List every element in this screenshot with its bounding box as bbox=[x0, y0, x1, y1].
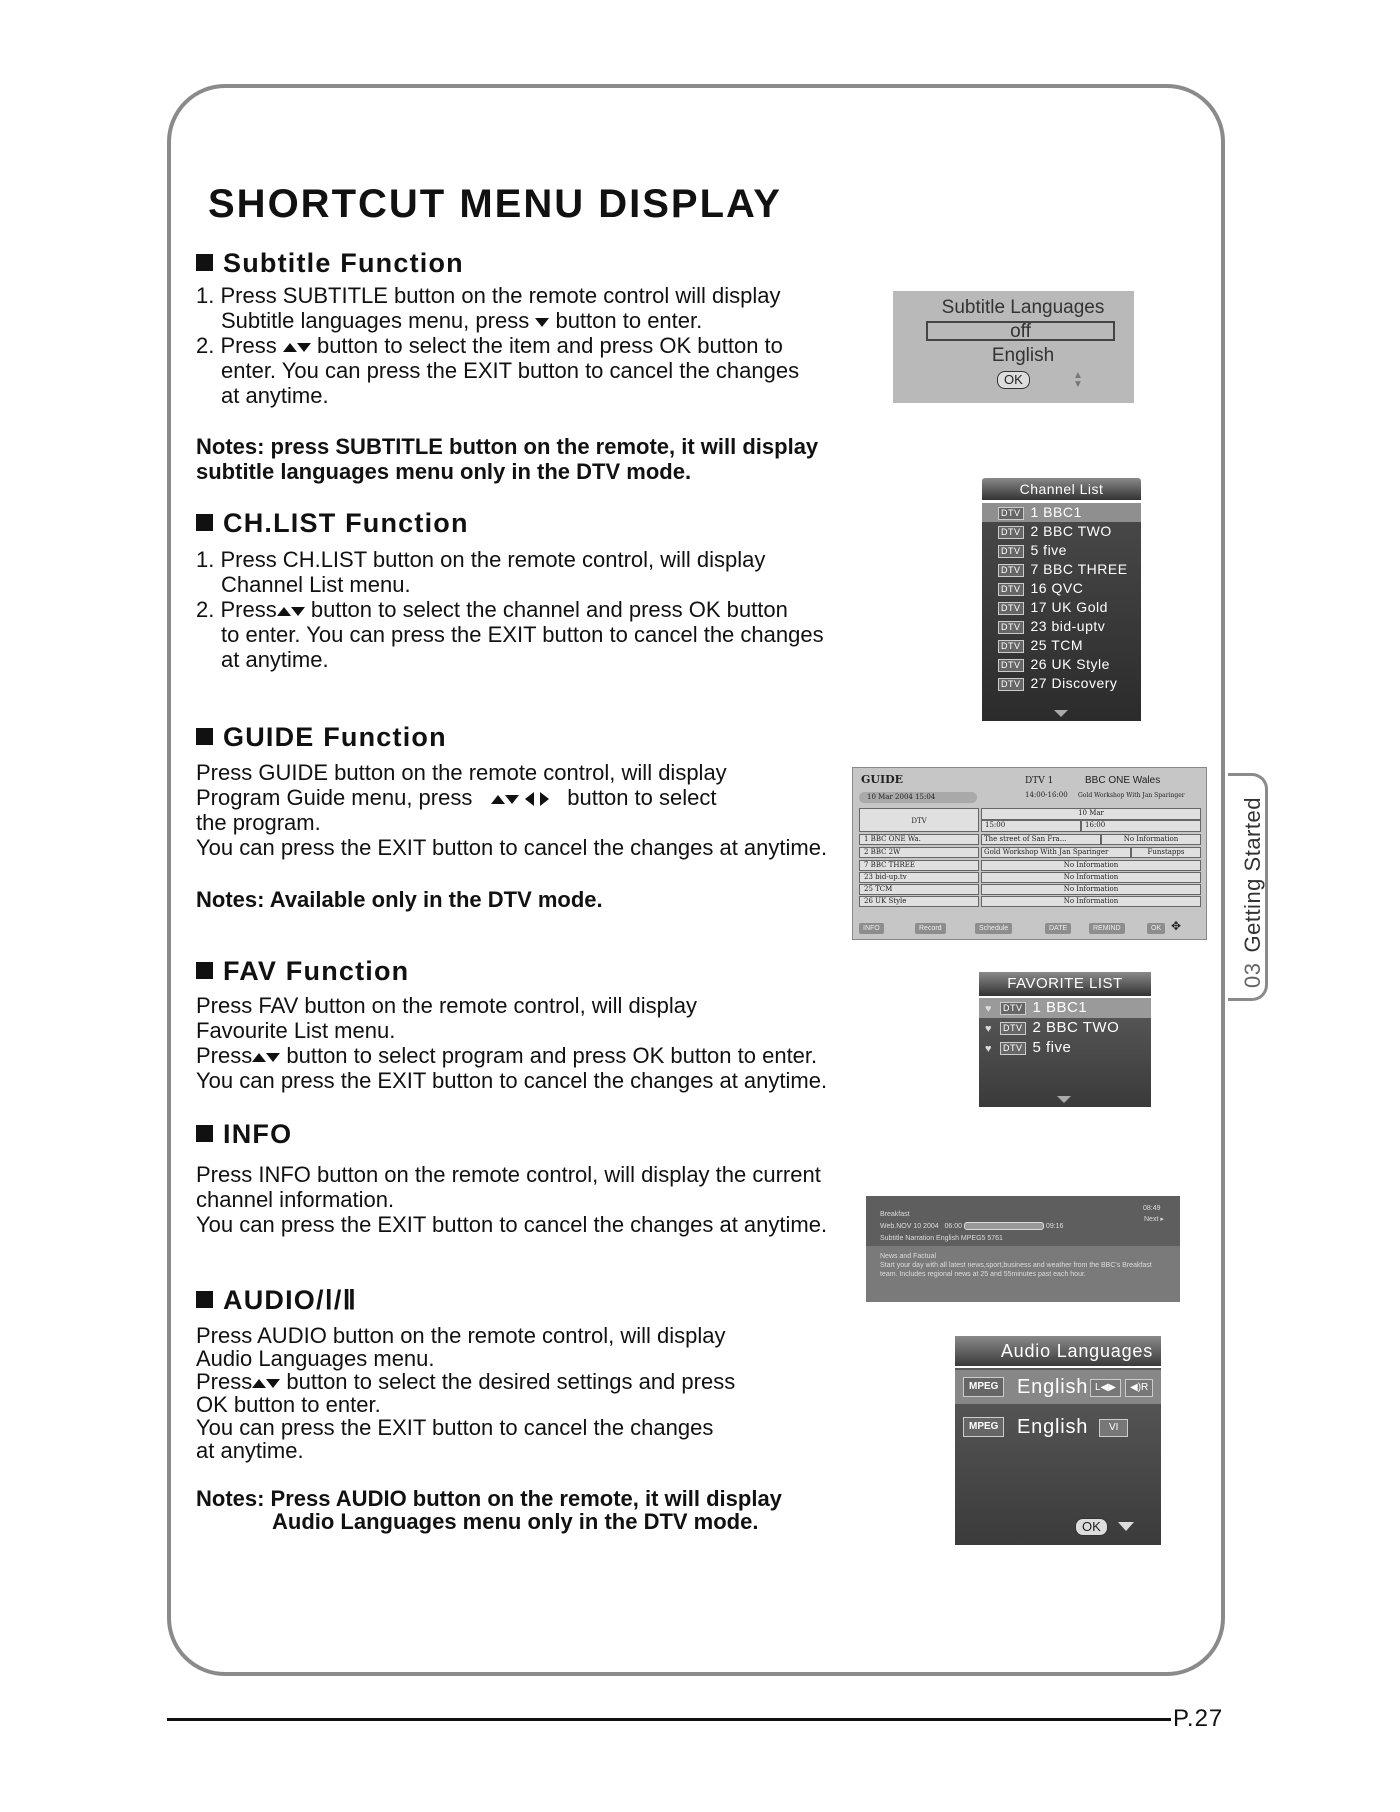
guide-time-range: 14:00-16:00 bbox=[1025, 791, 1068, 799]
chlist-heading: CH.LIST Function bbox=[196, 508, 469, 539]
info-heading: INFO bbox=[196, 1119, 292, 1150]
up-arrow-icon bbox=[491, 795, 505, 804]
audio-language: English bbox=[1017, 1376, 1089, 1398]
down-arrow-icon bbox=[291, 607, 305, 616]
subtitle-heading: Subtitle Function bbox=[196, 248, 464, 279]
info-genre: News and Factual bbox=[880, 1253, 937, 1260]
subtitle-languages-screen bbox=[893, 291, 1134, 403]
guide-schedule-button: Schedule bbox=[975, 923, 1012, 934]
down-arrow-icon bbox=[266, 1053, 280, 1062]
channel-row: DTV 5 five bbox=[982, 541, 1141, 560]
fav-text: Press FAV button on the remote control, will display Favourite List menu. Press button to select program and press OK button to enter. You can press the EXIT button to cancel the changes at anytime. bbox=[196, 993, 828, 1093]
channel-row: DTV 26 UK Style bbox=[982, 655, 1141, 674]
guide-channel-row: 23 bid-up.tv bbox=[859, 872, 979, 883]
ok-key-icon: OK bbox=[997, 371, 1030, 389]
info-clock: 08:49 bbox=[1143, 1205, 1161, 1212]
guide-remind-button: REMIND bbox=[1089, 923, 1125, 934]
guide-col-day: 10 Mar bbox=[981, 808, 1201, 820]
up-down-icon: ▲ ▼ bbox=[1073, 370, 1083, 390]
down-arrow-icon bbox=[505, 795, 519, 804]
channel-row: DTV 7 BBC THREE bbox=[982, 560, 1141, 579]
guide-col-time: 16:00 bbox=[1081, 820, 1201, 832]
side-tab-label: 03Getting Started bbox=[1240, 797, 1265, 988]
favorite-row: ♥ DTV 5 five bbox=[979, 1038, 1151, 1058]
ok-key-icon: OK bbox=[1075, 1518, 1108, 1536]
up-arrow-icon bbox=[277, 607, 291, 616]
scroll-down-icon bbox=[1054, 710, 1068, 717]
info-time-row: Web.NOV 10 2004 06:00 09:16 bbox=[880, 1223, 1064, 1230]
mpeg-badge: MPEG bbox=[963, 1377, 1004, 1397]
audio-languages-screen bbox=[955, 1368, 1161, 1545]
subtitle-selected-option: off bbox=[926, 321, 1115, 341]
footer-rule bbox=[167, 1718, 1171, 1721]
down-arrow-icon bbox=[297, 343, 311, 352]
guide-program: Gold Workshop With Jan Sparinger bbox=[1078, 792, 1185, 799]
info-meta: Subtitle Narration English MPEG5 5761 bbox=[880, 1235, 1003, 1242]
channel-row: DTV 27 Discovery bbox=[982, 674, 1141, 693]
guide-channel-row: 2 BBC 2W bbox=[859, 847, 979, 858]
favorite-list-screen bbox=[979, 998, 1151, 1107]
down-arrow-icon bbox=[535, 318, 549, 327]
audio-languages-title: Audio Languages bbox=[955, 1336, 1161, 1366]
guide-text: Press GUIDE button on the remote control, will display Program Guide menu, press button to select the program. You can press the EXIT button to cancel the changes at anytime. bbox=[196, 760, 828, 860]
guide-channel-name: BBC ONE Wales bbox=[1085, 775, 1161, 786]
channel-row: DTV 23 bid-uptv bbox=[982, 617, 1141, 636]
guide-program-cell: Funstapps bbox=[1131, 847, 1201, 858]
left-arrow-icon bbox=[525, 792, 534, 806]
guide-channel-row: 26 UK Style bbox=[859, 896, 979, 907]
guide-program-cell: No Information bbox=[981, 860, 1201, 871]
subtitle-steps: 1. Press SUBTITLE button on the remote control will display Subtitle languages menu, press button to enter. 2. Press button to select the item and press OK button to enter. You can press the EXIT button to cancel the changes at anytime. bbox=[196, 283, 800, 408]
heart-icon: ♥ bbox=[985, 1003, 993, 1015]
info-description: Start your day with all latest news,sport,business and weather from the BBC's Breakfast team. Includes regional news at 25 and 55minutes past each hour. bbox=[880, 1262, 1152, 1278]
info-program: Breakfast bbox=[880, 1211, 910, 1218]
navigation-arrows-icon: ✥ bbox=[1171, 919, 1182, 933]
audio-note: Notes: Press AUDIO button on the remote, it will display Audio Languages menu only in the DTV mode. bbox=[196, 1486, 782, 1534]
mpeg-badge: MPEG bbox=[963, 1417, 1004, 1437]
guide-channel: DTV 1 bbox=[1025, 776, 1054, 786]
guide-note: Notes: Available only in the DTV mode. bbox=[196, 887, 603, 912]
down-arrow-icon bbox=[266, 1379, 280, 1388]
audio-heading: AUDIO/Ⅰ/Ⅱ bbox=[196, 1285, 357, 1316]
favorite-row: ♥ DTV 1 BBC1 bbox=[979, 998, 1151, 1018]
fav-heading: FAV Function bbox=[196, 956, 409, 987]
guide-program-cell: The street of San Fra... bbox=[981, 834, 1101, 845]
audio-mode-chip: VI bbox=[1099, 1419, 1128, 1437]
guide-program-cell: No Information bbox=[981, 872, 1201, 883]
audio-row bbox=[955, 1410, 1161, 1444]
favorite-row: ♥ DTV 2 BBC TWO bbox=[979, 1018, 1151, 1038]
program-guide-screen bbox=[852, 767, 1207, 940]
guide-ok-button: OK bbox=[1147, 923, 1165, 934]
guide-channel-row: 7 BBC THREE bbox=[859, 860, 979, 871]
page-number: P.27 bbox=[1173, 1705, 1224, 1732]
subtitle-note: Notes: press SUBTITLE button on the remote, it will display subtitle languages menu only in the DTV mode. bbox=[196, 434, 819, 484]
channel-row: DTV 17 UK Gold bbox=[982, 598, 1141, 617]
guide-record-button: Record bbox=[915, 923, 946, 934]
subtitle-screen-title: Subtitle Languages bbox=[941, 297, 1105, 318]
guide-program-cell: No Information bbox=[981, 884, 1201, 895]
guide-col-time: 15:00 bbox=[981, 820, 1081, 832]
guide-col-dtv: DTV bbox=[859, 808, 979, 832]
guide-date-button: DATE bbox=[1045, 923, 1071, 934]
info-text: Press INFO button on the remote control, will display the current channel information. You can press the EXIT button to cancel the changes at anytime. bbox=[196, 1162, 828, 1237]
channel-info-screen bbox=[866, 1196, 1180, 1302]
scroll-down-icon bbox=[1057, 1096, 1071, 1103]
right-arrow-icon bbox=[540, 792, 549, 806]
info-next: Next ▸ bbox=[1144, 1216, 1164, 1223]
guide-heading: GUIDE Function bbox=[196, 722, 447, 753]
stereo-right-icon: ◀)R bbox=[1125, 1379, 1153, 1397]
scroll-down-icon bbox=[1118, 1522, 1134, 1531]
up-arrow-icon bbox=[283, 343, 297, 352]
channel-row: DTV 2 BBC TWO bbox=[982, 522, 1141, 541]
guide-info-button: INFO bbox=[859, 923, 884, 934]
favorite-list-title: FAVORITE LIST bbox=[979, 972, 1151, 996]
channel-row: DTV 25 TCM bbox=[982, 636, 1141, 655]
guide-program-cell: No Information bbox=[1101, 834, 1201, 845]
heart-icon: ♥ bbox=[985, 1023, 993, 1035]
guide-date: 10 Mar 2004 15:04 bbox=[859, 792, 977, 803]
channel-list-title: Channel List bbox=[982, 478, 1141, 500]
subtitle-option: English bbox=[991, 345, 1055, 366]
guide-screen-title: GUIDE bbox=[861, 773, 904, 786]
up-arrow-icon bbox=[252, 1053, 266, 1062]
channel-row: DTV 1 BBC1 bbox=[982, 503, 1141, 522]
page-title: SHORTCUT MENU DISPLAY bbox=[208, 182, 782, 226]
audio-language: English bbox=[1017, 1416, 1089, 1438]
stereo-left-icon: L◀▶ bbox=[1090, 1379, 1121, 1397]
audio-text: Press AUDIO button on the remote control, will display Audio Languages menu. Press button to select the desired settings and press OK button to enter. You can press the EXIT button to cancel the changes at anytime. bbox=[196, 1323, 736, 1463]
chlist-steps: 1. Press CH.LIST button on the remote control, will display Channel List menu. 2. Press button to select the channel and press OK button to enter. You can press the EXIT button to cancel the changes at anytime. bbox=[196, 547, 824, 672]
audio-row bbox=[955, 1370, 1161, 1404]
channel-row: DTV 16 QVC bbox=[982, 579, 1141, 598]
guide-channel-row: 25 TCM bbox=[859, 884, 979, 895]
guide-program-cell: No Information bbox=[981, 896, 1201, 907]
progress-bar bbox=[964, 1222, 1044, 1230]
guide-channel-row: 1 BBC ONE Wa. bbox=[859, 834, 979, 845]
up-arrow-icon bbox=[252, 1379, 266, 1388]
heart-icon: ♥ bbox=[985, 1043, 993, 1055]
guide-program-cell: Gold Workshop With Jan Sparinger bbox=[981, 847, 1131, 858]
channel-list-screen bbox=[982, 503, 1141, 721]
